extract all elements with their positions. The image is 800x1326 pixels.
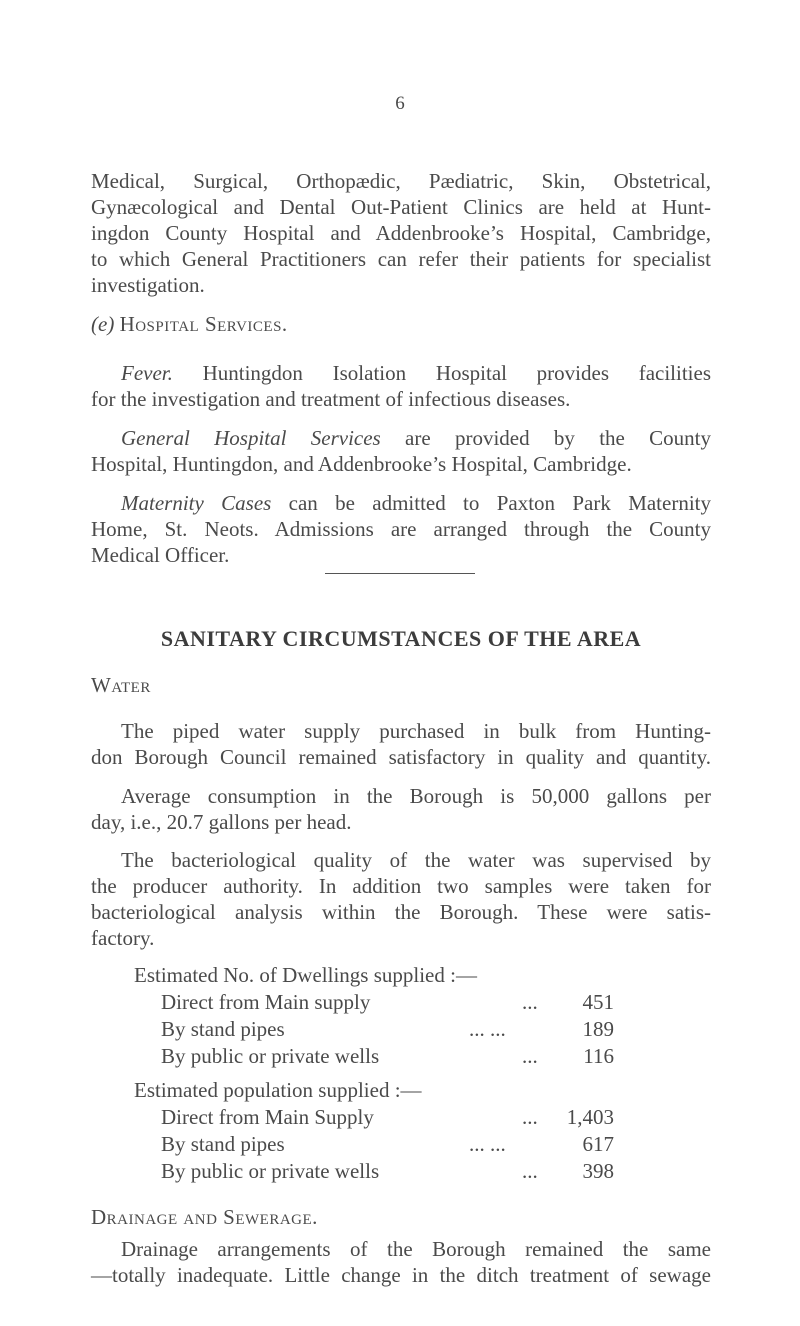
water-line: the producer authority. In addition two samples were taken for	[91, 874, 711, 898]
row-leader: ...	[522, 1159, 538, 1183]
row-value: 1,403	[566, 1105, 614, 1129]
fever-term: Fever.	[121, 361, 173, 385]
maternity-line: Home, St. Neots. Admissions are arranged through the County	[91, 517, 711, 541]
row-label: By public or private wells	[161, 1159, 380, 1183]
table-row	[134, 1131, 614, 1158]
water-line: bacteriological analysis within the Borough. These were satis-	[91, 900, 711, 924]
row-value: 189	[582, 1017, 614, 1041]
row-label: Direct from Main Supply	[161, 1105, 374, 1129]
hospital-services-heading	[91, 311, 711, 337]
row-leader: ... ...	[469, 1017, 506, 1041]
row-leader: ...	[522, 1105, 538, 1129]
population-header: Estimated population supplied :—	[134, 1078, 422, 1102]
row-label: By public or private wells	[161, 1044, 380, 1068]
row-value: 116	[583, 1044, 614, 1068]
table-row	[134, 1043, 614, 1070]
row-label: By stand pipes	[161, 1132, 285, 1156]
fever-paragraph	[91, 360, 711, 412]
maternity-line: can be admitted to Paxton Park Maternity	[288, 491, 712, 515]
fever-line: Huntingdon Isolation Hospital provides facilities	[202, 361, 712, 385]
intro-paragraph	[91, 168, 711, 298]
row-label: By stand pipes	[161, 1017, 285, 1041]
section-heading: SANITARY CIRCUMSTANCES OF THE AREA	[160, 626, 642, 651]
maternity-line: Medical Officer.	[91, 543, 230, 567]
intro-line: Medical, Surgical, Orthopædic, Pædiatric, Skin, Obstetrical,	[91, 169, 711, 193]
intro-line: Gynæcological and Dental Out-Patient Clinics are held at Hunt-	[91, 195, 711, 219]
water-line: The piped water supply purchased in bulk from Hunting-	[121, 719, 711, 743]
heading-prefix: (e)	[91, 312, 115, 336]
water-heading-text: Water	[91, 673, 151, 697]
drainage-line: —totally inadequate. Little change in the ditch treatment of sewage	[91, 1263, 711, 1287]
intro-line: investigation.	[91, 273, 205, 297]
intro-line: ingdon County Hospital and Addenbrooke’s Hospital, Cambridge,	[91, 221, 711, 245]
maternity-term: Maternity Cases	[121, 491, 272, 515]
row-value: 451	[582, 990, 614, 1014]
water-line: Average consumption in the Borough is 50,000 gallons per	[121, 784, 711, 808]
section-divider	[325, 573, 475, 574]
fever-line: for the investigation and treatment of infectious diseases.	[91, 387, 571, 411]
row-value: 617	[582, 1132, 614, 1156]
intro-line: to which General Practitioners can refer their patients for specialist	[91, 247, 711, 271]
table-row	[134, 1104, 614, 1131]
water-line: factory.	[91, 926, 155, 950]
population-table	[134, 1077, 614, 1185]
water-line: day, i.e., 20.7 gallons per head.	[91, 810, 352, 834]
water-paragraph-2	[91, 783, 711, 835]
water-line: The bacteriological quality of the water was supervised by	[121, 848, 711, 872]
table-row	[134, 1016, 614, 1043]
row-leader: ...	[522, 990, 538, 1014]
drainage-heading	[91, 1204, 711, 1230]
general-paragraph	[91, 425, 711, 477]
row-label: Direct from Main supply	[161, 990, 371, 1014]
water-line: don Borough Council remained satisfactory in quality and quantity.	[91, 745, 711, 769]
drainage-line: Drainage arrangements of the Borough remained the same	[121, 1237, 711, 1261]
water-paragraph-1	[91, 718, 711, 770]
row-value: 398	[582, 1159, 614, 1183]
drainage-paragraph	[91, 1236, 711, 1288]
dwellings-table	[134, 962, 614, 1070]
row-leader: ... ...	[469, 1132, 506, 1156]
maternity-paragraph	[91, 490, 711, 568]
water-heading	[91, 672, 711, 698]
row-leader: ...	[522, 1044, 538, 1068]
page-number: 6	[395, 93, 405, 114]
dwellings-header: Estimated No. of Dwellings supplied :—	[134, 963, 477, 987]
water-paragraph-3	[91, 847, 711, 951]
drainage-heading-text: Drainage and Sewerage.	[91, 1205, 318, 1229]
table-row	[134, 989, 614, 1016]
general-line: are provided by the County	[405, 426, 712, 450]
general-line: Hospital, Huntingdon, and Addenbrooke’s Hospital, Cambridge.	[91, 452, 632, 476]
general-term: General Hospital Services	[121, 426, 381, 450]
table-row	[134, 1158, 614, 1185]
heading-text: Hospital Services.	[119, 312, 288, 336]
